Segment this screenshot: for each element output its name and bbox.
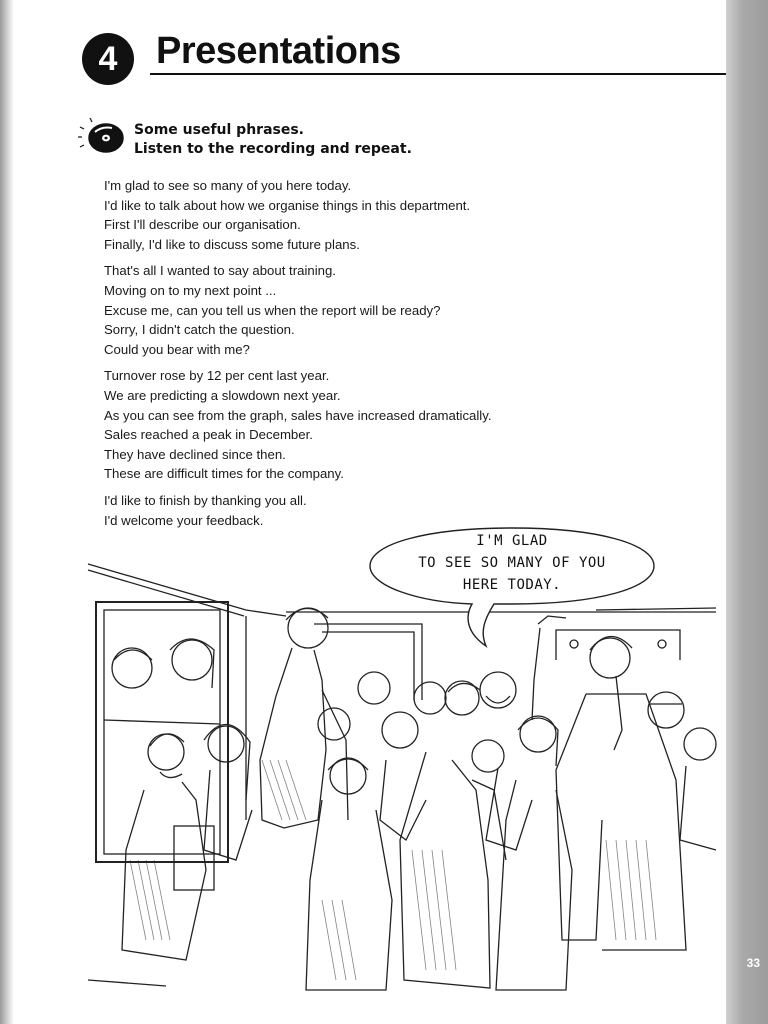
phrase-line: Turnover rose by 12 per cent last year.	[104, 368, 330, 384]
phrase-line: We are predicting a slowdown next year.	[104, 387, 341, 403]
page-edge-margin	[726, 0, 768, 1024]
phrase-line: They have declined since then.	[104, 446, 286, 462]
phrase-line: These are difficult times for the company.	[104, 466, 344, 482]
phrase-line: Excuse me, can you tell us when the report will be ready?	[104, 302, 441, 318]
phrase-line: Finally, I'd like to discuss some future plans.	[104, 236, 360, 252]
phrase-line: First I'll describe our organisation.	[104, 217, 301, 233]
speech-bubble	[368, 524, 656, 650]
phrase-line: That's all I wanted to say about training.	[104, 263, 336, 279]
phrase-line: I'd like to talk about how we organise things in this department.	[104, 197, 471, 213]
phrase-line: Sorry, I didn't catch the question.	[104, 322, 295, 338]
speech-bubble-line-3: HERE TODAY.	[462, 577, 562, 593]
instructions-line-1: Some useful phrases.	[134, 122, 305, 138]
instructions-line-2: Listen to the recording and repeat.	[134, 141, 412, 157]
phrase-group-trends	[104, 366, 664, 484]
page-gutter-shadow	[0, 0, 14, 1024]
phrase-group-transitions	[104, 261, 664, 359]
speech-bubble-line-1: I'M GLAD	[476, 533, 548, 549]
speech-bubble-line-2: TO SEE SO MANY OF YOU	[418, 555, 606, 571]
cd-icon	[78, 118, 126, 154]
phrase-line: As you can see from the graph, sales have increased dramatically.	[104, 407, 492, 423]
unit-title: Presentations	[156, 30, 401, 72]
phrase-line: Moving on to my next point ...	[104, 282, 277, 298]
phrase-group-opening	[104, 176, 664, 254]
unit-number-badge: 4	[82, 33, 134, 85]
phrase-list	[104, 176, 664, 537]
phrase-line: I'd welcome your feedback.	[104, 512, 264, 528]
title-underline	[150, 73, 726, 75]
phrase-line: I'm glad to see so many of you here today.	[104, 178, 352, 193]
phrase-line: Sales reached a peak in December.	[104, 427, 313, 443]
exercise-instructions	[134, 121, 412, 159]
phrase-line: Could you bear with me?	[104, 341, 250, 357]
page-number: 33	[746, 956, 760, 970]
phrase-line: I'd like to finish by thanking you all.	[104, 492, 307, 508]
